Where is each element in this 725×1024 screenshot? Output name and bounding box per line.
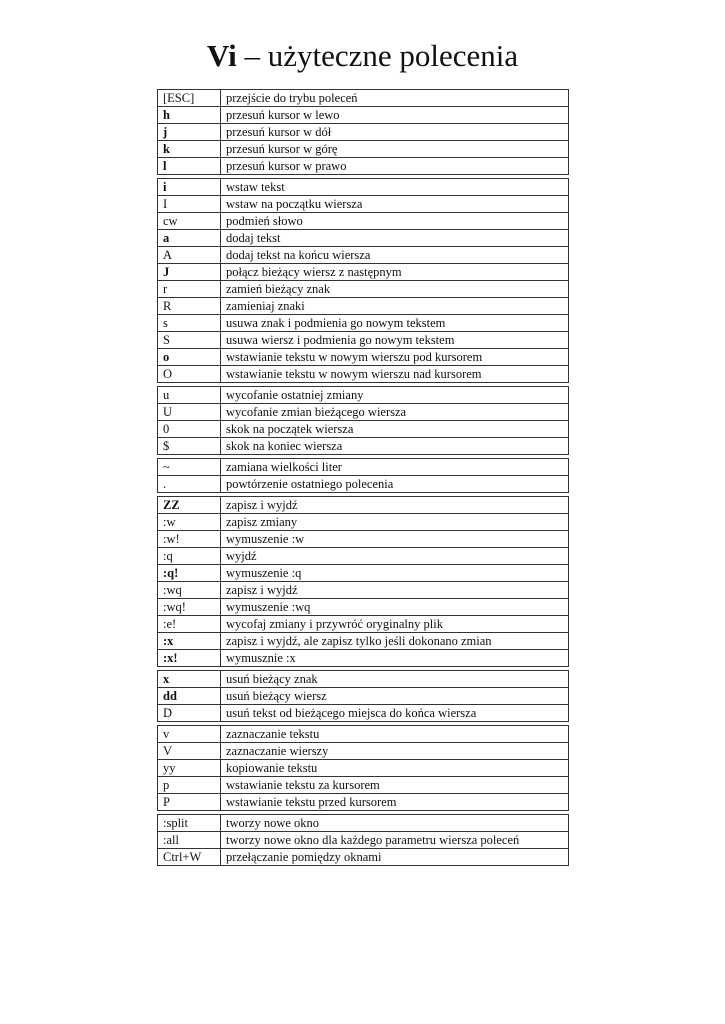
command-key: P (158, 794, 221, 811)
command-key: u (158, 387, 221, 404)
command-description: wstaw tekst (221, 179, 569, 196)
command-description: przesuń kursor w górę (221, 141, 569, 158)
command-key: :all (158, 832, 221, 849)
command-key: i (158, 179, 221, 196)
command-key: V (158, 743, 221, 760)
table-row (158, 421, 569, 438)
table-row (158, 760, 569, 777)
command-description: przełączanie pomiędzy oknami (221, 849, 569, 866)
command-group (157, 725, 569, 811)
table-row (158, 476, 569, 493)
command-key: p (158, 777, 221, 794)
command-description: zapisz i wyjdź (221, 582, 569, 599)
command-key: U (158, 404, 221, 421)
command-description: połącz bieżący wiersz z następnym (221, 264, 569, 281)
command-key: S (158, 332, 221, 349)
table-row (158, 124, 569, 141)
table-row (158, 794, 569, 811)
command-key: :w! (158, 531, 221, 548)
command-description: wycofanie zmian bieżącego wiersza (221, 404, 569, 421)
table-row (158, 230, 569, 247)
table-row (158, 531, 569, 548)
command-description: usuń bieżący znak (221, 671, 569, 688)
table-row (158, 743, 569, 760)
table-row (158, 849, 569, 866)
command-description: zapisz zmiany (221, 514, 569, 531)
command-group (157, 496, 569, 667)
command-description: wymuszenie :wq (221, 599, 569, 616)
command-description: wymusznie :x (221, 650, 569, 667)
command-key: :x! (158, 650, 221, 667)
command-description: skok na koniec wiersza (221, 438, 569, 455)
table-row (158, 832, 569, 849)
command-description: dodaj tekst (221, 230, 569, 247)
command-description: usuwa znak i podmienia go nowym tekstem (221, 315, 569, 332)
table-row (158, 196, 569, 213)
command-description: przesuń kursor w lewo (221, 107, 569, 124)
command-description: podmień słowo (221, 213, 569, 230)
command-description: zaznaczanie tekstu (221, 726, 569, 743)
command-key: :wq! (158, 599, 221, 616)
command-description: wymuszenie :q (221, 565, 569, 582)
table-row (158, 387, 569, 404)
table-row (158, 213, 569, 230)
command-description: zamiana wielkości liter (221, 459, 569, 476)
command-key: :q! (158, 565, 221, 582)
command-key: :w (158, 514, 221, 531)
command-description: wstawianie tekstu za kursorem (221, 777, 569, 794)
command-description: usuń bieżący wiersz (221, 688, 569, 705)
page-title (0, 36, 725, 76)
command-key: h (158, 107, 221, 124)
command-description: wycofanie ostatniej zmiany (221, 387, 569, 404)
command-key: Ctrl+W (158, 849, 221, 866)
table-row (158, 264, 569, 281)
command-key: :x (158, 633, 221, 650)
command-group (157, 670, 569, 722)
table-row (158, 107, 569, 124)
command-description: dodaj tekst na końcu wiersza (221, 247, 569, 264)
command-key: ~ (158, 459, 221, 476)
table-row (158, 599, 569, 616)
command-key: D (158, 705, 221, 722)
table-row (158, 514, 569, 531)
command-key: cw (158, 213, 221, 230)
table-row (158, 298, 569, 315)
command-description: przesuń kursor w prawo (221, 158, 569, 175)
command-key: O (158, 366, 221, 383)
table-row (158, 726, 569, 743)
command-key: J (158, 264, 221, 281)
command-key: :wq (158, 582, 221, 599)
title-command: Vi (206, 38, 237, 73)
command-description: powtórzenie ostatniego polecenia (221, 476, 569, 493)
table-row (158, 281, 569, 298)
command-key: s (158, 315, 221, 332)
command-description: wyjdź (221, 548, 569, 565)
table-row (158, 548, 569, 565)
command-description: wstawianie tekstu przed kursorem (221, 794, 569, 811)
command-key: A (158, 247, 221, 264)
command-key: l (158, 158, 221, 175)
table-row (158, 404, 569, 421)
command-description: zapisz i wyjdź (221, 497, 569, 514)
command-key: :e! (158, 616, 221, 633)
command-description: przesuń kursor w dół (221, 124, 569, 141)
command-key: $ (158, 438, 221, 455)
command-key: dd (158, 688, 221, 705)
command-key: ZZ (158, 497, 221, 514)
table-row (158, 315, 569, 332)
command-description: usuń tekst od bieżącego miejsca do końca wiersza (221, 705, 569, 722)
command-group (157, 178, 569, 383)
command-key: :q (158, 548, 221, 565)
command-key: I (158, 196, 221, 213)
table-row (158, 90, 569, 107)
command-description: tworzy nowe okno (221, 815, 569, 832)
table-row (158, 616, 569, 633)
table-row (158, 438, 569, 455)
command-description: wstawianie tekstu w nowym wierszu pod kursorem (221, 349, 569, 366)
table-row (158, 777, 569, 794)
command-key: :split (158, 815, 221, 832)
table-row (158, 650, 569, 667)
command-key: [ESC] (158, 90, 221, 107)
table-row (158, 349, 569, 366)
command-key: k (158, 141, 221, 158)
command-description: zamieniaj znaki (221, 298, 569, 315)
command-key: v (158, 726, 221, 743)
command-key: R (158, 298, 221, 315)
table-row (158, 497, 569, 514)
command-key: 0 (158, 421, 221, 438)
command-group (157, 89, 569, 175)
table-row (158, 247, 569, 264)
table-row (158, 332, 569, 349)
table-row (158, 158, 569, 175)
command-key: j (158, 124, 221, 141)
table-row (158, 582, 569, 599)
command-key: a (158, 230, 221, 247)
command-description: wstaw na początku wiersza (221, 196, 569, 213)
command-group (157, 814, 569, 866)
command-description: zaznaczanie wierszy (221, 743, 569, 760)
command-description: kopiowanie tekstu (221, 760, 569, 777)
table-row (158, 179, 569, 196)
command-description: zamień bieżący znak (221, 281, 569, 298)
title-text: – użyteczne polecenia (236, 38, 519, 73)
command-key: r (158, 281, 221, 298)
command-description: skok na początek wiersza (221, 421, 569, 438)
command-key: o (158, 349, 221, 366)
table-row (158, 815, 569, 832)
command-description: wymuszenie :w (221, 531, 569, 548)
command-description: wycofaj zmiany i przywróć oryginalny plik (221, 616, 569, 633)
table-row (158, 565, 569, 582)
command-description: wstawianie tekstu w nowym wierszu nad kursorem (221, 366, 569, 383)
command-key: x (158, 671, 221, 688)
table-row (158, 633, 569, 650)
table-row (158, 366, 569, 383)
command-description: zapisz i wyjdź, ale zapisz tylko jeśli dokonano zmian (221, 633, 569, 650)
command-key: yy (158, 760, 221, 777)
command-description: usuwa wiersz i podmienia go nowym tekstem (221, 332, 569, 349)
table-row (158, 671, 569, 688)
command-group (157, 386, 569, 455)
command-key: . (158, 476, 221, 493)
command-group (157, 458, 569, 493)
table-row (158, 459, 569, 476)
command-reference (157, 89, 569, 869)
table-row (158, 705, 569, 722)
command-description: tworzy nowe okno dla każdego parametru wiersza poleceń (221, 832, 569, 849)
command-description: przejście do trybu poleceń (221, 90, 569, 107)
table-row (158, 141, 569, 158)
table-row (158, 688, 569, 705)
